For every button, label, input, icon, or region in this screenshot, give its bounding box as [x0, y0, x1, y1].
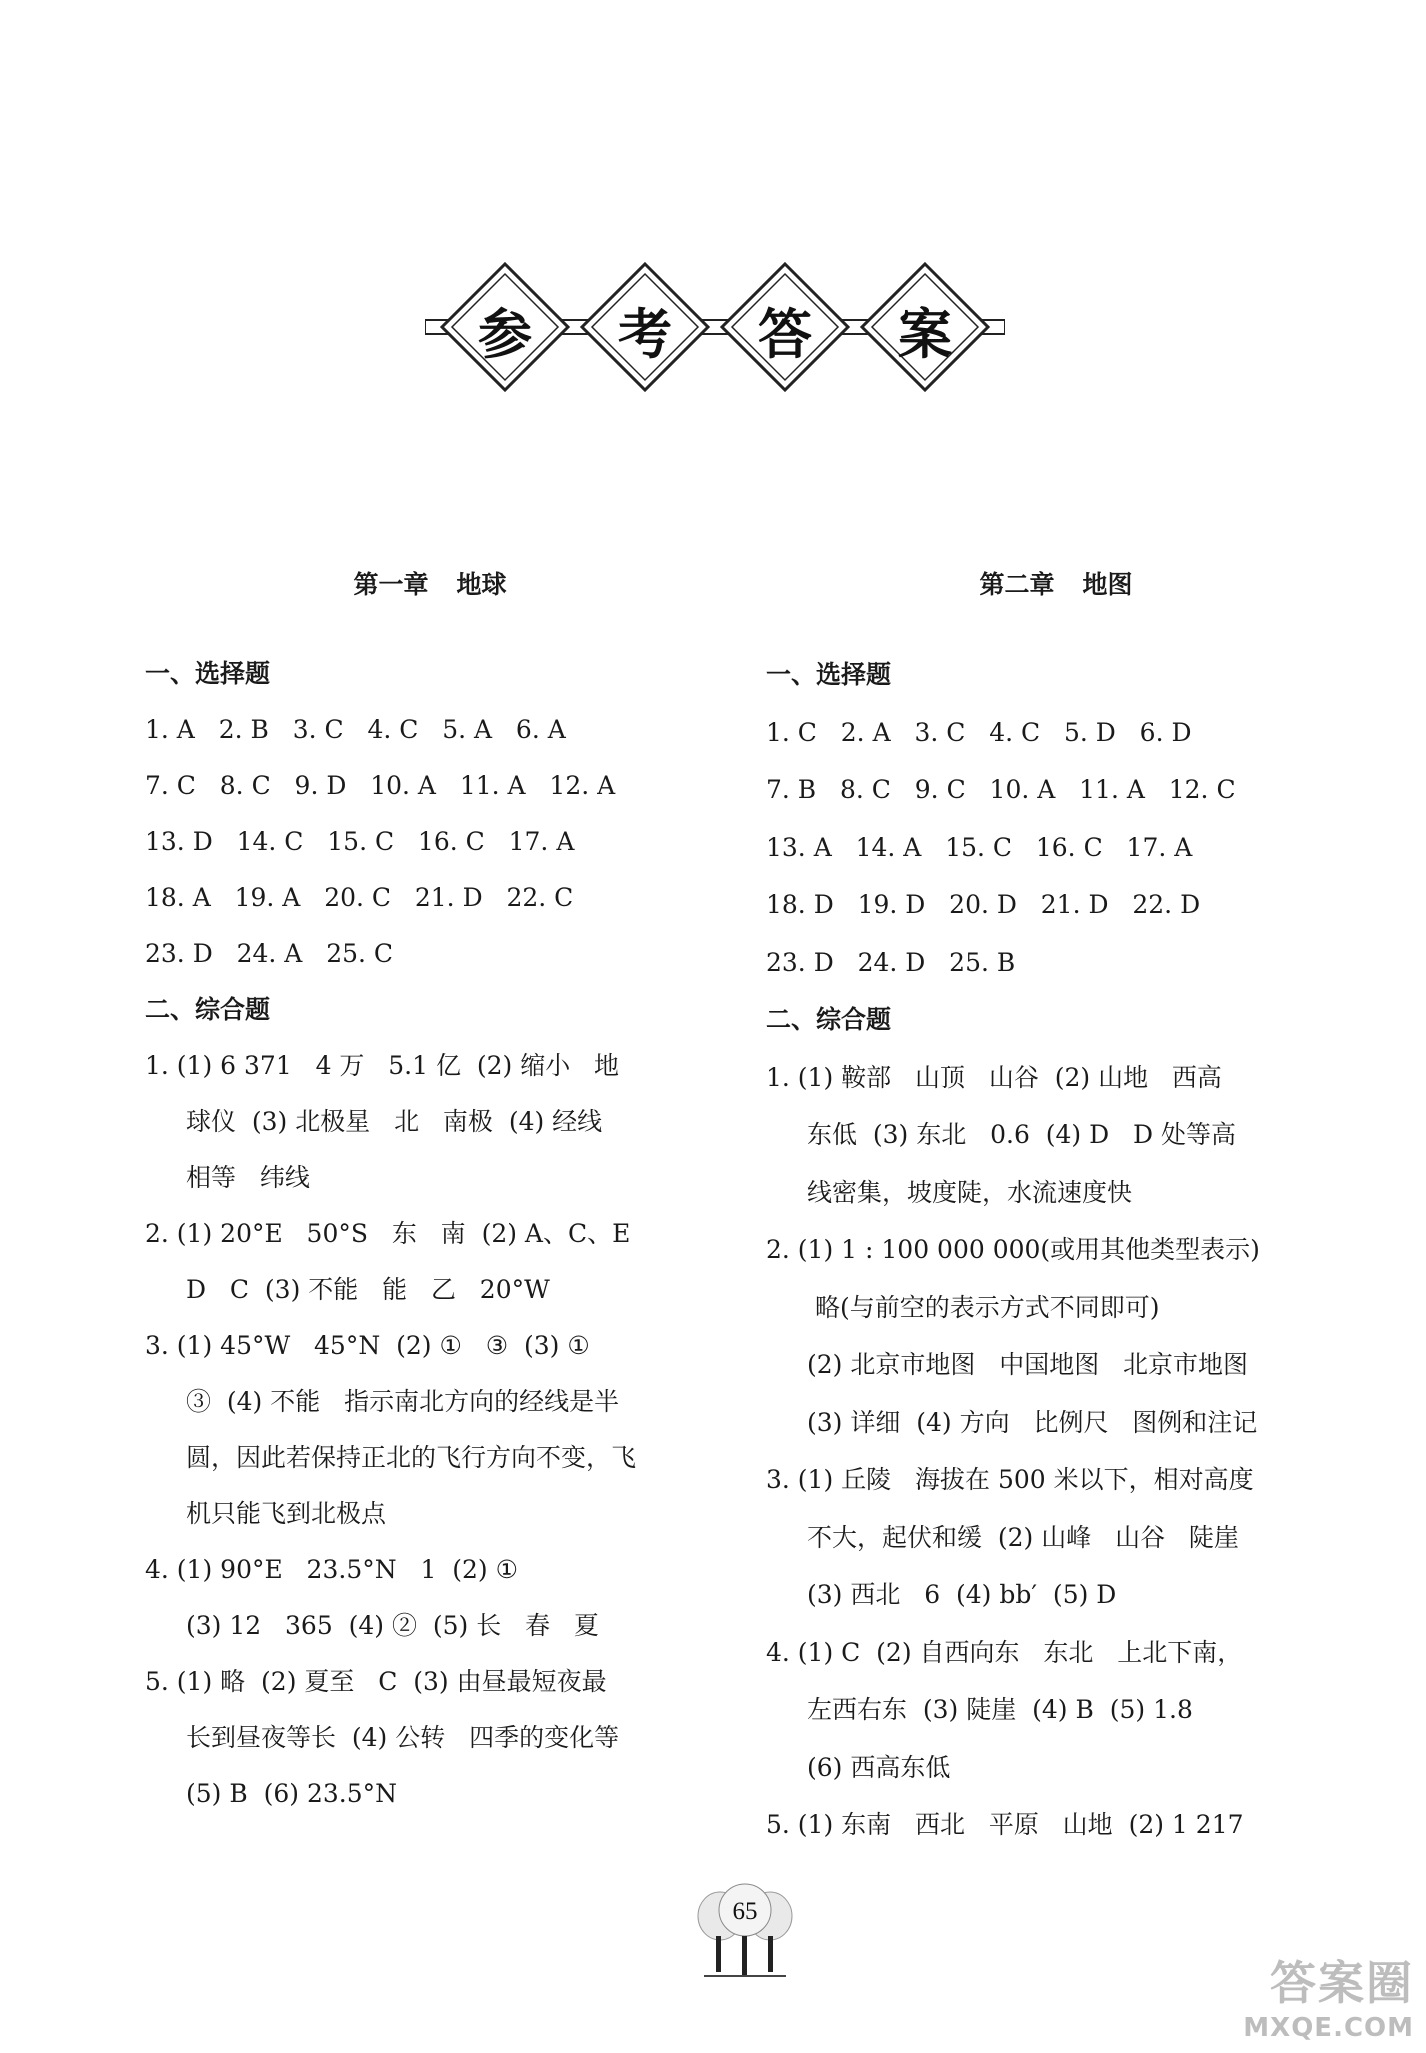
answer-line: 4. (1) C (2) 自西向东 东北 上北下南， [766, 1637, 1243, 1667]
answer-line: (2) 北京市地图 中国地图 北京市地图 [807, 1350, 1249, 1379]
answer-line: (3) 西北 6 (4) bb′ (5) D [807, 1580, 1117, 1609]
answer-line: (5) B (6) 23.5°N [186, 1779, 398, 1808]
answer-line: 13. A 14. A 15. C 16. C 17. A [766, 832, 1193, 862]
chapter-heading [145, 560, 715, 610]
chapter-title: 地图 [1082, 570, 1133, 599]
answer-lines [766, 646, 1346, 1854]
answer-line: 1. A 2. B 3. C 4. C 5. A 6. A [145, 715, 566, 744]
chapter-1-column [145, 560, 715, 1822]
answer-line: 长到昼夜等长 (4) 公转 四季的变化等 [186, 1723, 620, 1752]
answer-line: 5. (1) 东南 西北 平原 山地 (2) 1 217 [766, 1810, 1244, 1839]
chapter-number: 第二章 [979, 570, 1055, 599]
title-char-2: 考 [618, 302, 672, 366]
answer-line: 机只能飞到北极点 [186, 1499, 387, 1528]
chapter-heading [766, 560, 1346, 610]
answer-line: 左西右东 (3) 陡崖 (4) B (5) 1.8 [807, 1695, 1193, 1724]
answer-line: 3. (1) 45°W 45°N (2) ① ③ (3) ① [145, 1331, 590, 1360]
answer-line: 相等 纬线 [186, 1163, 310, 1192]
answer-line: D C (3) 不能 能 乙 20°W [186, 1275, 550, 1304]
answer-line: 18. D 19. D 20. D 21. D 22. D [766, 890, 1201, 919]
chapter-title: 地球 [456, 570, 507, 599]
tree-ornament-icon [690, 1880, 800, 1980]
answer-line: (6) 西高东低 [807, 1752, 951, 1782]
answer-line: 3. (1) 丘陵 海拔在 500 米以下，相对高度 [766, 1465, 1254, 1494]
answer-line: 13. D 14. C 15. C 16. C 17. A [145, 827, 575, 856]
title-char-4: 案 [898, 302, 952, 366]
answer-line: (3) 详细 (4) 方向 比例尺 图例和注记 [807, 1407, 1258, 1437]
answer-line: 略(与前空的表示方式不同即可) [807, 1292, 1160, 1322]
chapter-number: 第一章 [353, 570, 429, 599]
answer-line: 1. (1) 鞍部 山顶 山谷 (2) 山地 西高 [766, 1062, 1222, 1092]
section-heading: 二、综合题 [145, 995, 271, 1024]
title-char-1: 参 [478, 302, 532, 366]
section-heading: 一、选择题 [145, 659, 271, 688]
answer-line: 18. A 19. A 20. C 21. D 22. C [145, 883, 574, 912]
answer-lines [145, 646, 715, 1822]
answer-line: (3) 12 365 (4) ② (5) 长 春 夏 [186, 1611, 599, 1640]
answer-line: 线密集，坡度陡，水流速度快 [807, 1177, 1133, 1207]
section-heading: 二、综合题 [766, 1005, 892, 1034]
answer-line: 东低 (3) 东北 0.6 (4) D D 处等高 [807, 1120, 1236, 1149]
answer-line: 5. (1) 略 (2) 夏至 C (3) 由昼最短夜最 [145, 1667, 607, 1696]
answer-line: 球仪 (3) 北极星 北 南极 (4) 经线 [186, 1107, 603, 1136]
section-heading: 一、选择题 [766, 660, 892, 689]
watermark-url: MXQE.COM [1243, 2013, 1414, 2043]
answer-line: 2. (1) 1 : 100 000 000(或用其他类型表示) [766, 1235, 1260, 1264]
answer-line: 2. (1) 20°E 50°S 东 南 (2) A、C、E [145, 1219, 631, 1248]
page-number: 65 [732, 1898, 758, 1925]
answer-line: 圆，因此若保持正北的飞行方向不变，飞 [186, 1443, 637, 1472]
answer-line: 1. (1) 6 371 4 万 5.1 亿 (2) 缩小 地 [145, 1051, 620, 1080]
page-number-badge [690, 1880, 800, 1980]
site-watermark [1243, 1947, 1414, 2043]
watermark-logo: 答案圈 [1270, 1956, 1414, 2010]
title-banner [425, 262, 1005, 392]
answer-line: 1. C 2. A 3. C 4. C 5. D 6. D [766, 717, 1192, 747]
answer-line: 7. C 8. C 9. D 10. A 11. A 12. A [145, 771, 616, 800]
answer-line: 4. (1) 90°E 23.5°N 1 (2) ① [145, 1555, 519, 1584]
answer-line: 7. B 8. C 9. C 10. A 11. A 12. C [766, 775, 1236, 804]
title-char-3: 答 [758, 302, 812, 366]
answer-line: 23. D 24. A 25. C [145, 939, 394, 968]
answer-line: ③ (4) 不能 指示南北方向的经线是半 [186, 1387, 620, 1416]
answer-line: 不大，起伏和缓 (2) 山峰 山谷 陡崖 [807, 1522, 1239, 1552]
chapter-2-column [766, 560, 1346, 1854]
answer-line: 23. D 24. D 25. B [766, 947, 1016, 977]
